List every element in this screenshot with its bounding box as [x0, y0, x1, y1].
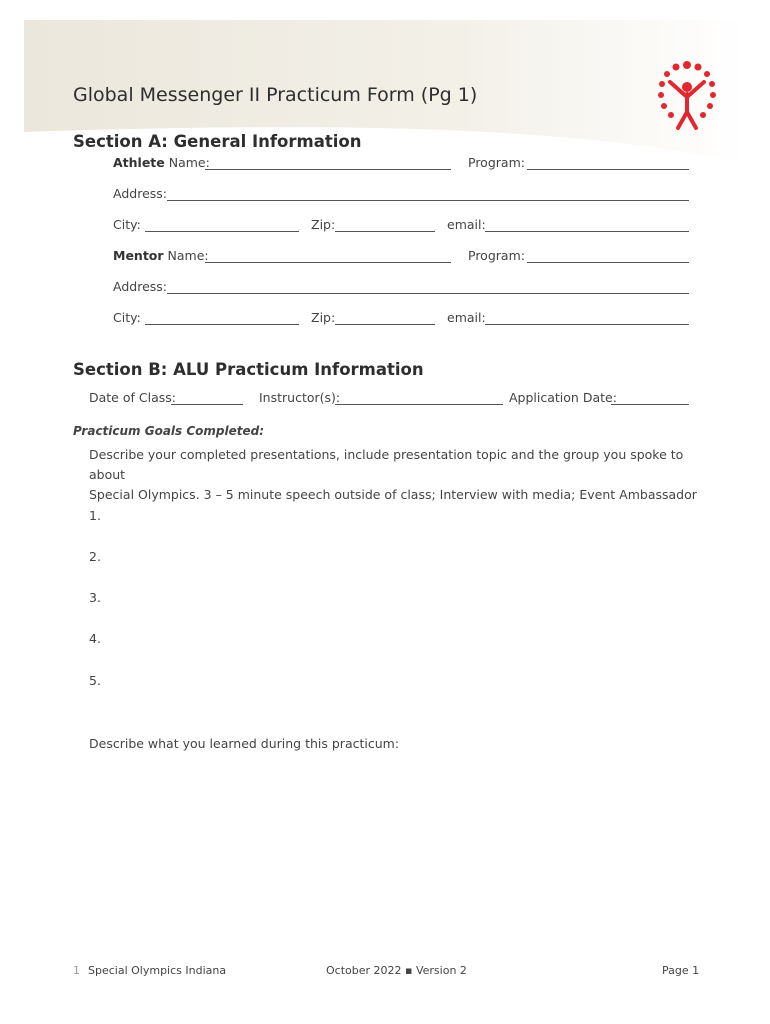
- goal-number: 3.: [89, 590, 101, 605]
- athlete-city-field[interactable]: [145, 231, 299, 232]
- mentor-address-label: Address:: [113, 279, 167, 294]
- athlete-name-label: Athlete Name:: [113, 155, 210, 170]
- athlete-zip-field[interactable]: [335, 231, 435, 232]
- goals-description: [89, 445, 709, 505]
- mentor-city-field[interactable]: [145, 324, 299, 325]
- application-date-field[interactable]: [611, 404, 689, 405]
- goal-number: 2.: [89, 549, 101, 564]
- mentor-name-row: [113, 248, 713, 266]
- form-page: [24, 20, 746, 1010]
- describe-learned-prompt: Describe what you learned during this practicum:: [89, 736, 400, 751]
- goals-description-line-1: Describe your completed presentations, include presentation topic and the group you spoke to about: [89, 447, 684, 482]
- athlete-address-row: [113, 186, 713, 204]
- footer-organization: 1 Special Olympics Indiana: [73, 964, 227, 977]
- athlete-email-label: email:: [447, 217, 486, 232]
- footer-version: October 2022 ▪ Version 2: [326, 964, 467, 977]
- footer-page-label: Page 1: [662, 964, 700, 977]
- athlete-name-row: [113, 155, 713, 173]
- instructors-field[interactable]: [335, 404, 503, 405]
- goal-number: 5.: [89, 673, 101, 688]
- date-of-class-label: Date of Class:: [89, 390, 176, 405]
- athlete-address-label: Address:: [113, 186, 167, 201]
- athlete-city-label: City:: [113, 217, 141, 232]
- athlete-name-field[interactable]: [205, 169, 451, 170]
- instructors-label: Instructor(s):: [259, 390, 341, 405]
- goal-number: 1.: [89, 508, 101, 523]
- mentor-address-field[interactable]: [167, 293, 689, 294]
- athlete-city-row: [113, 217, 713, 235]
- class-info-row: [89, 390, 714, 408]
- form-title: Global Messenger II Practicum Form (Pg 1): [73, 84, 478, 106]
- goal-number: 4.: [89, 631, 101, 646]
- special-olympics-logo-icon: [652, 52, 722, 148]
- athlete-program-label: Program:: [468, 155, 525, 170]
- date-of-class-field[interactable]: [171, 404, 243, 405]
- mentor-email-label: email:: [447, 310, 486, 325]
- section-b-title: Section B: ALU Practicum Information: [73, 360, 424, 379]
- footer-page-index: 1: [73, 964, 80, 977]
- athlete-program-field[interactable]: [527, 169, 689, 170]
- application-date-label: Application Date:: [509, 390, 617, 405]
- athlete-address-field[interactable]: [167, 200, 689, 201]
- mentor-address-row: [113, 279, 713, 297]
- athlete-zip-label: Zip:: [311, 217, 336, 232]
- mentor-city-row: [113, 310, 713, 328]
- section-a-title: Section A: General Information: [73, 132, 362, 151]
- mentor-program-field[interactable]: [527, 262, 689, 263]
- mentor-city-label: City:: [113, 310, 141, 325]
- mentor-zip-field[interactable]: [335, 324, 435, 325]
- practicum-goals-title: Practicum Goals Completed:: [73, 424, 265, 438]
- mentor-name-field[interactable]: [205, 262, 451, 263]
- goals-description-line-2: Special Olympics. 3 – 5 minute speech outside of class; Interview with media; Event Ambassador: [89, 487, 697, 502]
- athlete-email-field[interactable]: [485, 231, 689, 232]
- mentor-zip-label: Zip:: [311, 310, 336, 325]
- mentor-email-field[interactable]: [485, 324, 689, 325]
- mentor-program-label: Program:: [468, 248, 525, 263]
- mentor-name-label: Mentor Name:: [113, 248, 209, 263]
